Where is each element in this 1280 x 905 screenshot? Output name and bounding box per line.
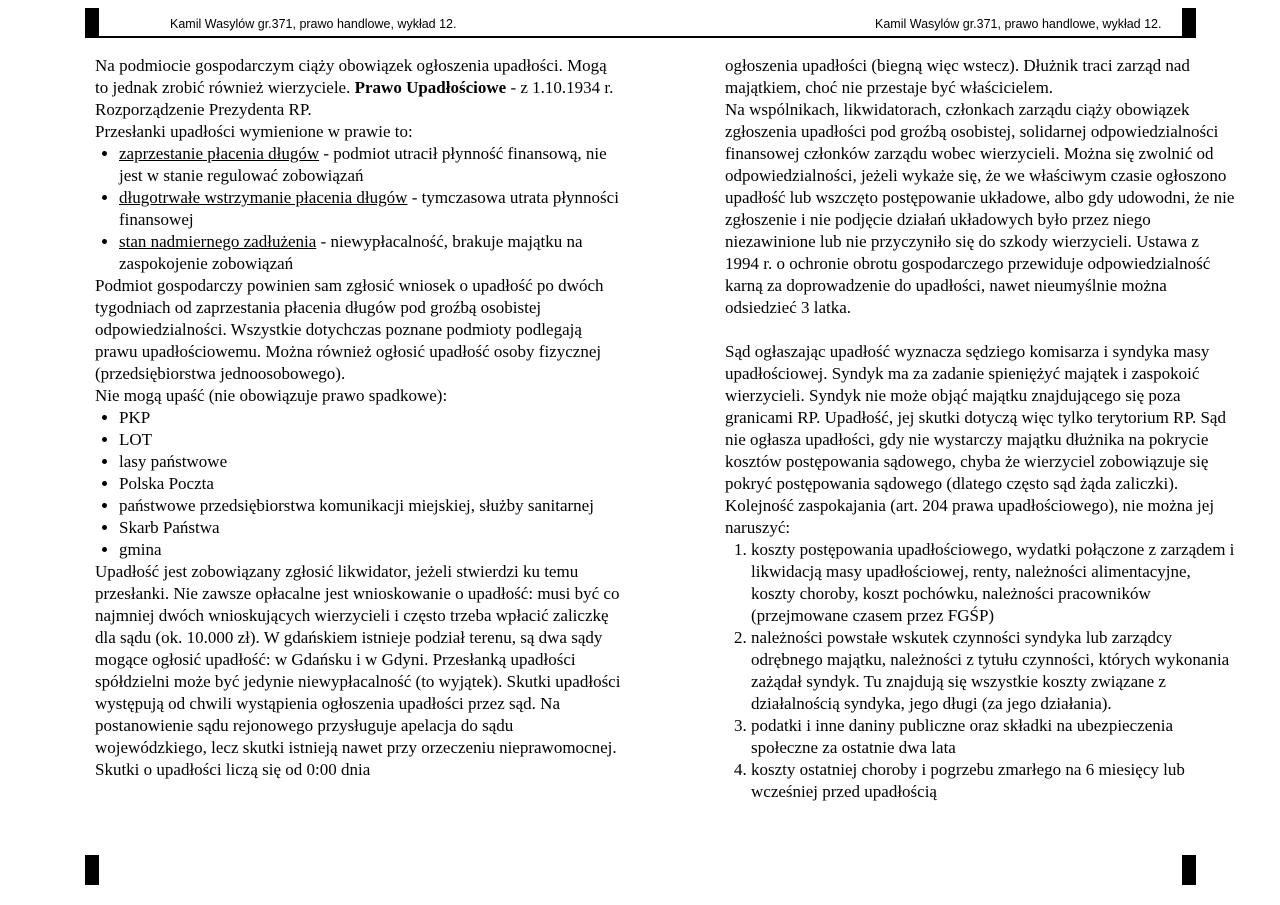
premise-lead: długotrwałe wstrzymanie płacenia długów [119, 188, 408, 207]
scan-corner-mark-bottom-left [85, 855, 99, 885]
running-header-left: Kamil Wasylów gr.371, prawo handlowe, wykład 12. [170, 17, 457, 31]
paragraph-duty: Podmiot gospodarczy powinien sam zgłosić wniosek o upadłość po dwóch tygodniach od zaprzestania płacenia długów pod groźbą osobistej odpowiedzialności. Wszystkie dotychczas poznane podmioty podlegają prawu upadłościowemu. Można również ogłosić upadłość osoby fizycznej (przedsiębiorstwa jednoosobowego). [95, 276, 604, 383]
list-item: 4. koszty ostatniej choroby i pogrzebu zmarłego na 6 miesięcy lub wcześniej przed upadłością [751, 759, 1235, 803]
bankruptcy-law-bold-text: Prawo Upadłościowe [354, 78, 507, 97]
premises-list [95, 143, 622, 275]
scan-corner-mark-bottom-right [1182, 855, 1196, 885]
list-item: 3. podatki i inne daniny publiczne oraz składki na ubezpieczenia społeczne za ostatnie dwa lata [751, 715, 1235, 759]
paragraph-syndyk: Sąd ogłaszając upadłość wyznacza sędziego komisarza i syndyka masy upadłościowej. Syndyk ma za zadanie spieniężyć majątek i zaspokoić wierzycieli. Syndyk nie może objąć majątku znajdującego się poza granicami RP. Upadłość, jej skutki dotyczą więc tylko terytorium RP. Sąd nie ogłasza upadłości, gdy nie wystarczy majątku dłużnika na pokrycie kosztów postępowania sądowego, chyba że wierzyciel zobowiązuje się pokryć postępowania sądowego (dlatego często sąd żąda zaliczki). [725, 342, 1226, 493]
intro-text: Na podmiocie gospodarczym ciąży obowiązek ogłoszenia upadłości. Mogą to jednak zrobić również wierzyciele. [95, 56, 607, 97]
list-item: • Skarb Państwa [119, 517, 622, 539]
two-column-body [95, 55, 1235, 803]
list-item: 2. należności powstałe wskutek czynności syndyka lub zarządcy odrębnego majątku, należności z tytułu czynności, których wykonania zażądał syndyk. Tu znajdują się wszystkie koszty związane z działalnością syndyka, jego długi (za jego działania). [751, 627, 1235, 715]
cannot-fail-list [95, 407, 622, 561]
paragraph-partners: Na wspólnikach, likwidatorach, członkach zarządu ciąży obowiązek zgłoszenia upadłości pod groźbą osobistej, solidarnej odpowiedzialności finansowej członków zarządu wobec wierzycieli. Można się zwolnić od odpowiedzialności, jeżeli wykaże się, że we właściwym czasie ogłoszono upadłość lub wszczęto postępowanie układowe, albo gdy udowodni, że nie zgłoszenie i nie podjęcie działań układowych było przez niego niezawinione lub nie przyczyniło się do szkody wierzycieli. Ustawa z 1994 r. o ochronie obrotu gospodarczego przewiduje odpowiedzialność karną za doprowadzenie do upadłości, nawet nieumyślnie można odsiedzieć 3 latka. [725, 100, 1235, 317]
list-item [119, 143, 622, 187]
scan-corner-mark-top-right [1182, 8, 1196, 38]
header-rule [85, 36, 1196, 38]
premise-rest: - niewypłacalność, brakuje majątku na zaspokojenie zobowiązań [119, 232, 583, 273]
list-item: • gmina [119, 539, 622, 561]
list-item: • lasy państwowe [119, 451, 622, 473]
premises-label: Przesłanki upadłości wymienione w prawie to: [95, 122, 413, 141]
list-item [119, 187, 622, 231]
premise-rest: - podmiot utracił płynność finansową, nie jest w stanie regulować zobowiązań [119, 144, 607, 185]
premise-lead: stan nadmiernego zadłużenia [119, 232, 317, 251]
blank-line [725, 319, 1235, 341]
list-item: • PKP [119, 407, 622, 429]
premise-lead: zaprzestanie płacenia długów [119, 144, 320, 163]
left-column [95, 55, 622, 803]
intro-text-cont: - z 1.10.1934 r. Rozporządzenie Prezydenta RP. [95, 78, 614, 119]
paragraph-liquidator: Upadłość jest zobowiązany zgłosić likwidator, jeżeli stwierdzi ku temu przesłanki. Nie zawsze opłacalne jest wnioskowanie o upadłość: musi być co najmniej dwóch wnioskujących wierzycieli i często trzeba wpłacić zaliczkę dla sądu (ok. 10.000 zł). W gdańskiem istnieje podział terenu, są dwa sądy mogące ogłosić upadłość: w Gdańsku i w Gdyni. Przesłanką upadłości spółdzielni może być jedynie niewypłacalność (to wyjątek). Skutki upadłości występują od chwili wystąpienia ogłoszenia upadłości przez sąd. Na postanowienie sądu rejonowego przysługuje apelacja do sądu wojewódzkiego, lecz skutki istnieją nawet przy orzeczeniu nieprawomocnej. Skutki o upadłości liczą się od 0:00 dnia [95, 562, 621, 779]
right-column [725, 55, 1235, 803]
list-item [119, 231, 622, 275]
priority-list [725, 539, 1235, 803]
premise-rest: - tymczasowa utrata płynności finansowej [119, 188, 619, 229]
order-label: Kolejność zaspokajania (art. 204 prawa upadłościowego), nie można jej naruszyć: [725, 496, 1215, 537]
list-item: • LOT [119, 429, 622, 451]
running-header-right: Kamil Wasylów gr.371, prawo handlowe, wykład 12. [875, 17, 1162, 31]
cannot-fail-label: Nie mogą upaść (nie obowiązuje prawo spadkowe): [95, 386, 448, 405]
paragraph-continuation: ogłoszenia upadłości (biegną więc wstecz). Dłużnik traci zarząd nad majątkiem, choć nie przestaje być właścicielem. [725, 56, 1190, 97]
paragraph-intro [95, 55, 622, 121]
list-item: • państwowe przedsiębiorstwa komunikacji miejskiej, służby sanitarnej [119, 495, 622, 517]
scan-corner-mark-top-left [85, 8, 99, 38]
list-item: • Polska Poczta [119, 473, 622, 495]
list-item: 1. koszty postępowania upadłościowego, wydatki połączone z zarządem i likwidacją masy upadłościowej, renty, należności alimentacyjne, koszty choroby, koszt pochówku, należności pracowników (przejmowane czasem przez FGŚP) [751, 539, 1235, 627]
